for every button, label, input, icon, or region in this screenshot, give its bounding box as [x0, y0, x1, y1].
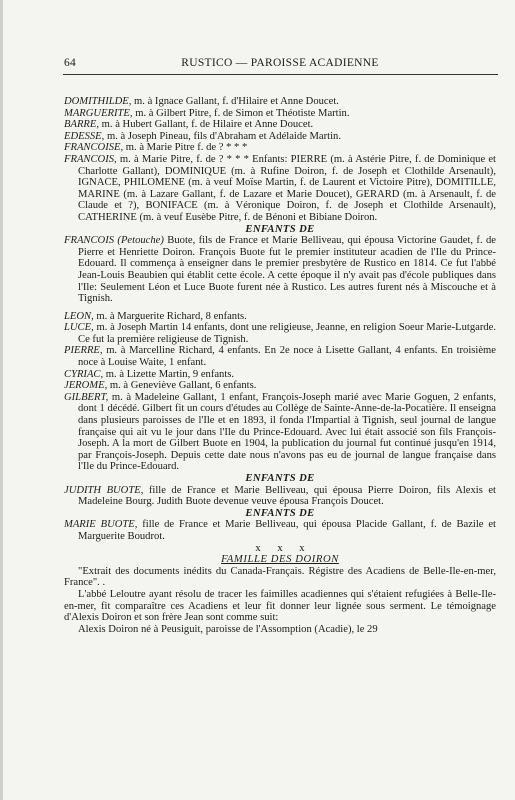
section-heading: ENFANTS DE [245, 223, 315, 235]
page-number: 64 [64, 57, 77, 69]
entry: PIERRE, m. à Marcelline Richard, 4 enfants. En 2e noce à Lisette Gallant, 4 enfants. En troisième noce à Louise Waite, 1 enfant. [64, 345, 496, 369]
separator: x x x [255, 542, 305, 554]
entry: LUCE, m. à Joseph Martin 14 enfants, dont une religieuse, Jeanne, en religion Soeur Marie-Lutgarde. Ce fut la première religieuse de Tignish. [64, 322, 496, 345]
chapter-title: FAMILLE DES DOIRON [221, 554, 339, 566]
entry-judith: JUDITH BUOTE, fille de France et Marie Belliveau, qui épousa Pierre Doiron, fils Alexis et Madeleine Bourg. Judith Buote devenue veuve épousa François Doucet. [64, 484, 496, 508]
entry: LEON, m. à Marguerite Richard, 8 enfants. [64, 310, 247, 322]
entry: BARRE, m. à Hubert Gallant, f. de Hilaire et Anne Doucet. [64, 119, 314, 131]
paragraph: Alexis Doiron né à Peusiguit, paroisse de l'Assomption (Acadie), le 29 [78, 623, 378, 635]
page-header [64, 57, 496, 71]
entry: DOMITHILDE, m. à Ignace Gallant, f. d'Hilaire et Anne Doucet. [64, 96, 339, 107]
entry-francois: FRANCOIS, m. à Marie Pitre, f. de ? * * * Enfants: PIERRE (m. à Astérie Pitre, f. de Dominique et Charlotte Gallant), DOMINIQUE (m. à Rufine Doiron, f. de Joseph et Clothilde Arsenault), IGNACE, PHILOMENE (m. à veuf Moïse Martin, f. de Laurent et Victoire Pitre), DOMITILLE, MARINE (m. à Lazare Gallant, f. de Lazare et Marie Doucet), GERARD (m. à Arsenault, f. de Claude et ?), BONIFACE (m. à Véronique Doiron, f. de Joseph et Clothilde Arsenault), CATHERINE (m. à veuf Eusèbe Pitre, f. de Bénoni et Bibiane Doiron. [64, 153, 496, 223]
paragraph: "Extrait des documents inédits du Canada-Français. Régistre des Acadiens de Belle-Ile-en-mer, France". . [64, 565, 496, 589]
header-rule [63, 74, 498, 75]
section-heading: ENFANTS DE [245, 507, 315, 519]
paragraph: L'abbé Leloutre ayant résolu de tracer les faimilles acadiennes qui s'étaient refugiées à Belle-Ile-en-mer, fit comparaître ces Acadiens et leur fit donner leur lignée sous serment. Le témoignage d'Alexis Doiron et son frère Jean sont comme suit: [64, 588, 496, 624]
entry: EDESSE, m. à Joseph Pineau, fils d'Abraham et Adélaide Martin. [64, 130, 341, 142]
entry: JEROME, m. à Geneviève Gallant, 6 enfants. [64, 380, 257, 392]
entry: FRANCOISE, m. à Marie Pitre f. de ? * * * [64, 142, 248, 154]
section-heading: ENFANTS DE [245, 473, 315, 484]
running-title: RUSTICO — PAROISSE ACADIENNE [181, 57, 379, 69]
entry-francois-buote: FRANCOIS (Petouche) Buote, fils de France et Marie Belliveau, qui épousa Victorine Gaudet, f. de Pierre et Henriette Doiron. François Buote fut le premier instituteur acadien de l'Ile du Prince-Edouard. Il commença à enseigner dans le premier presbytère de Rustico en 1814. Ce fut l'abbé Jean-Louis Beaubien qui établit cette école. A cette époque il n'y avait pas d'école publiques dans l'Ile: Seulement Léon et Luce Buote furent née à Rustico. Les autres furent nés à Miscouche et à Tignish. [64, 235, 496, 305]
page-body [64, 96, 496, 635]
entry: GILBERT, m. à Madeleine Gallant, 1 enfant, François-Joseph marié avec Marie Goguen, 2 enfants, dont 1 décédé. Gilbert fit un cours d'études au Collège de Sainte-Anne-de-la-Pocatière. Il enseigna dans plusieurs paroisses de l'Ile et en 1893, il fonda l'Impartial à Tignish, seul journal de langue française qui ait vu le jour dans l'Ile du Prince-Edouard. Avec lui était associé son fils François-Joseph. A la mort de Gilbert Buote en 1904, la publication du journal fut continué jusqu'en 1914, par François-Joseph. Depuis cette date nous n'avons pas eu de journal de langue française dans l'Ile du Prince-Edouard. [64, 391, 496, 473]
entry: CYRIAC, m. à Lizette Martin, 9 enfants. [64, 368, 235, 380]
entry: MARGUERITE, m. à Gilbert Pitre, f. de Simon et Théotiste Martin. [64, 107, 350, 119]
entry-marie: MARIE BUOTE, fille de France et Marie Belliveau, qui épousa Placide Gallant, f. de Bazile et Marguerite Boudrot. [64, 519, 496, 542]
